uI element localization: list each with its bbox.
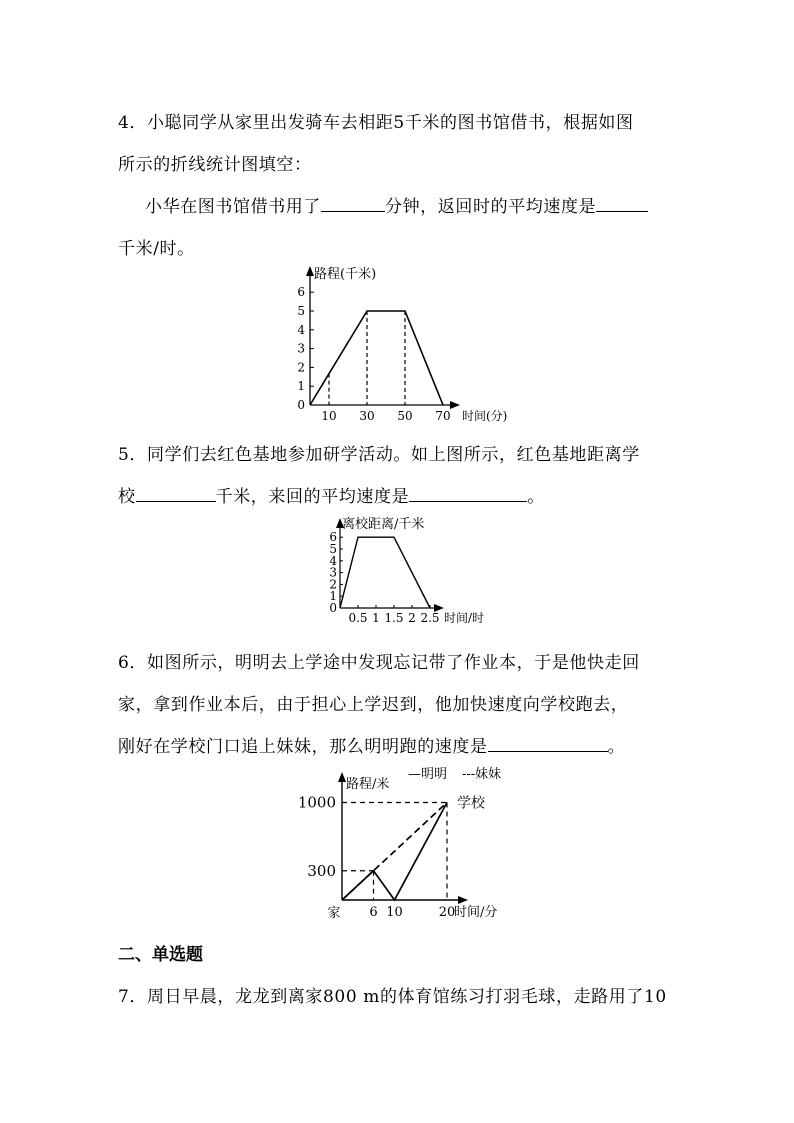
q4-line-3-part-b: 分钟，返回时的平均速度是 <box>385 197 597 217</box>
y-tick-label: 4 <box>329 553 337 568</box>
q5-line-2-part-b: 千米，来回的平均速度是 <box>215 487 410 507</box>
q6-line-2: 家，拿到作业本后，由于担心上学迟到，他加快速度向学校跑去， <box>118 695 629 715</box>
x-tick-label: 1.5 <box>384 611 404 625</box>
answer-blank-distance[interactable] <box>136 487 216 502</box>
answer-blank-run-speed[interactable] <box>488 737 608 752</box>
y-axis-label: 离校距离/千米 <box>342 517 425 532</box>
q5-line-2-part-c: 。 <box>527 487 545 507</box>
legend-mingming: —明明 <box>408 767 448 782</box>
y-tick-label: 0 <box>297 398 305 412</box>
y-tick-label: 1 <box>297 379 305 394</box>
q6-line-3 <box>118 732 625 757</box>
y-tick-label: 2 <box>329 577 337 592</box>
chart1-axes <box>306 266 460 409</box>
answer-blank-avg-speed[interactable] <box>409 487 527 502</box>
chart2-series <box>340 537 430 608</box>
series-line-distance <box>340 537 430 608</box>
x-tick-label: 10 <box>386 905 403 920</box>
x-axis-label: 时间(分) <box>462 409 508 423</box>
q5-line-2 <box>118 482 545 507</box>
x-axis-arrow <box>458 896 468 904</box>
chart3-series <box>342 803 447 901</box>
y-axis-label: 路程(千米) <box>314 267 377 282</box>
y-tick-label: 3 <box>297 341 305 356</box>
chart-library-trip <box>282 262 522 422</box>
chart-mingming-school <box>290 760 550 930</box>
q4-line-4: 千米/时。 <box>118 239 195 259</box>
q5-line-1: 5．同学们去红色基地参加研学活动。如上图所示，红色基地距离学 <box>118 445 640 465</box>
q6-line-1: 6．如图所示，明明去上学途中发现忘记带了作业本，于是他快走回 <box>118 653 640 673</box>
x-tick-label: 6 <box>369 905 378 920</box>
x-tick-label: 0.5 <box>348 611 368 625</box>
y-axis-arrow <box>338 772 346 782</box>
x-tick-label: 10 <box>321 409 337 423</box>
q4-line-3 <box>145 192 648 217</box>
answer-blank-minutes[interactable] <box>321 197 385 212</box>
section-2-title: 二、单选题 <box>118 945 203 965</box>
q4-line-1: 4．小聪同学从家里出发骑车去相距5千米的图书馆借书，根据如图 <box>118 113 634 133</box>
chart2-axes <box>336 518 444 612</box>
q7-line-1: 7．周日早晨，龙龙到离家800 m的体育馆练习打羽毛球，走路用了10 <box>118 987 667 1007</box>
annotation-school: 学校 <box>457 795 485 812</box>
q4-line-3-part-a: 小华在图书馆借书用了 <box>145 197 321 217</box>
origin-label: 家 <box>327 906 341 921</box>
x-axis-label: 时间/分 <box>454 905 498 920</box>
chart1-guides <box>329 311 405 405</box>
y-tick-label: 1000 <box>297 793 336 812</box>
x-axis-label: 时间/时 <box>444 611 485 625</box>
origin-label: 0 <box>329 601 337 615</box>
q6-line-3-part-b: 。 <box>607 737 626 757</box>
y-axis-arrow <box>306 266 314 276</box>
x-tick-label: 20 <box>438 905 456 920</box>
series-line-distance <box>310 311 443 405</box>
q4-line-2: 所示的折线统计图填空： <box>118 155 312 175</box>
answer-blank-return-speed[interactable] <box>596 197 648 212</box>
chart1-series <box>310 311 443 405</box>
q6-line-3-part-a: 刚好在学校门口追上妹妹，那么明明跑的速度是 <box>118 737 488 757</box>
x-tick-label: 50 <box>397 409 413 423</box>
y-tick-label: 5 <box>329 542 337 556</box>
y-tick-label: 5 <box>297 304 305 318</box>
chart-red-base-trip <box>318 514 518 634</box>
y-tick-label: 300 <box>307 861 336 880</box>
x-tick-label: 70 <box>435 409 451 423</box>
chart1-labels <box>297 266 507 423</box>
chart2-labels <box>329 516 484 625</box>
y-tick-label: 6 <box>329 530 337 545</box>
y-tick-label: 6 <box>297 285 305 300</box>
x-tick-label: 2 <box>408 611 416 625</box>
x-axis-arrow <box>450 401 460 409</box>
y-tick-label: 2 <box>297 360 305 375</box>
y-tick-label: 4 <box>297 322 305 337</box>
y-tick-label: 3 <box>329 565 337 580</box>
x-tick-label: 2.5 <box>420 611 440 625</box>
y-axis-label: 路程/米 <box>346 777 390 792</box>
x-tick-label: 30 <box>359 409 375 423</box>
q5-line-2-part-a: 校 <box>118 487 136 507</box>
chart3-labels <box>298 766 501 921</box>
y-tick-label: 1 <box>329 589 337 604</box>
legend-meimei: ---妹妹 <box>462 767 502 782</box>
x-tick-label: 1 <box>372 611 380 625</box>
